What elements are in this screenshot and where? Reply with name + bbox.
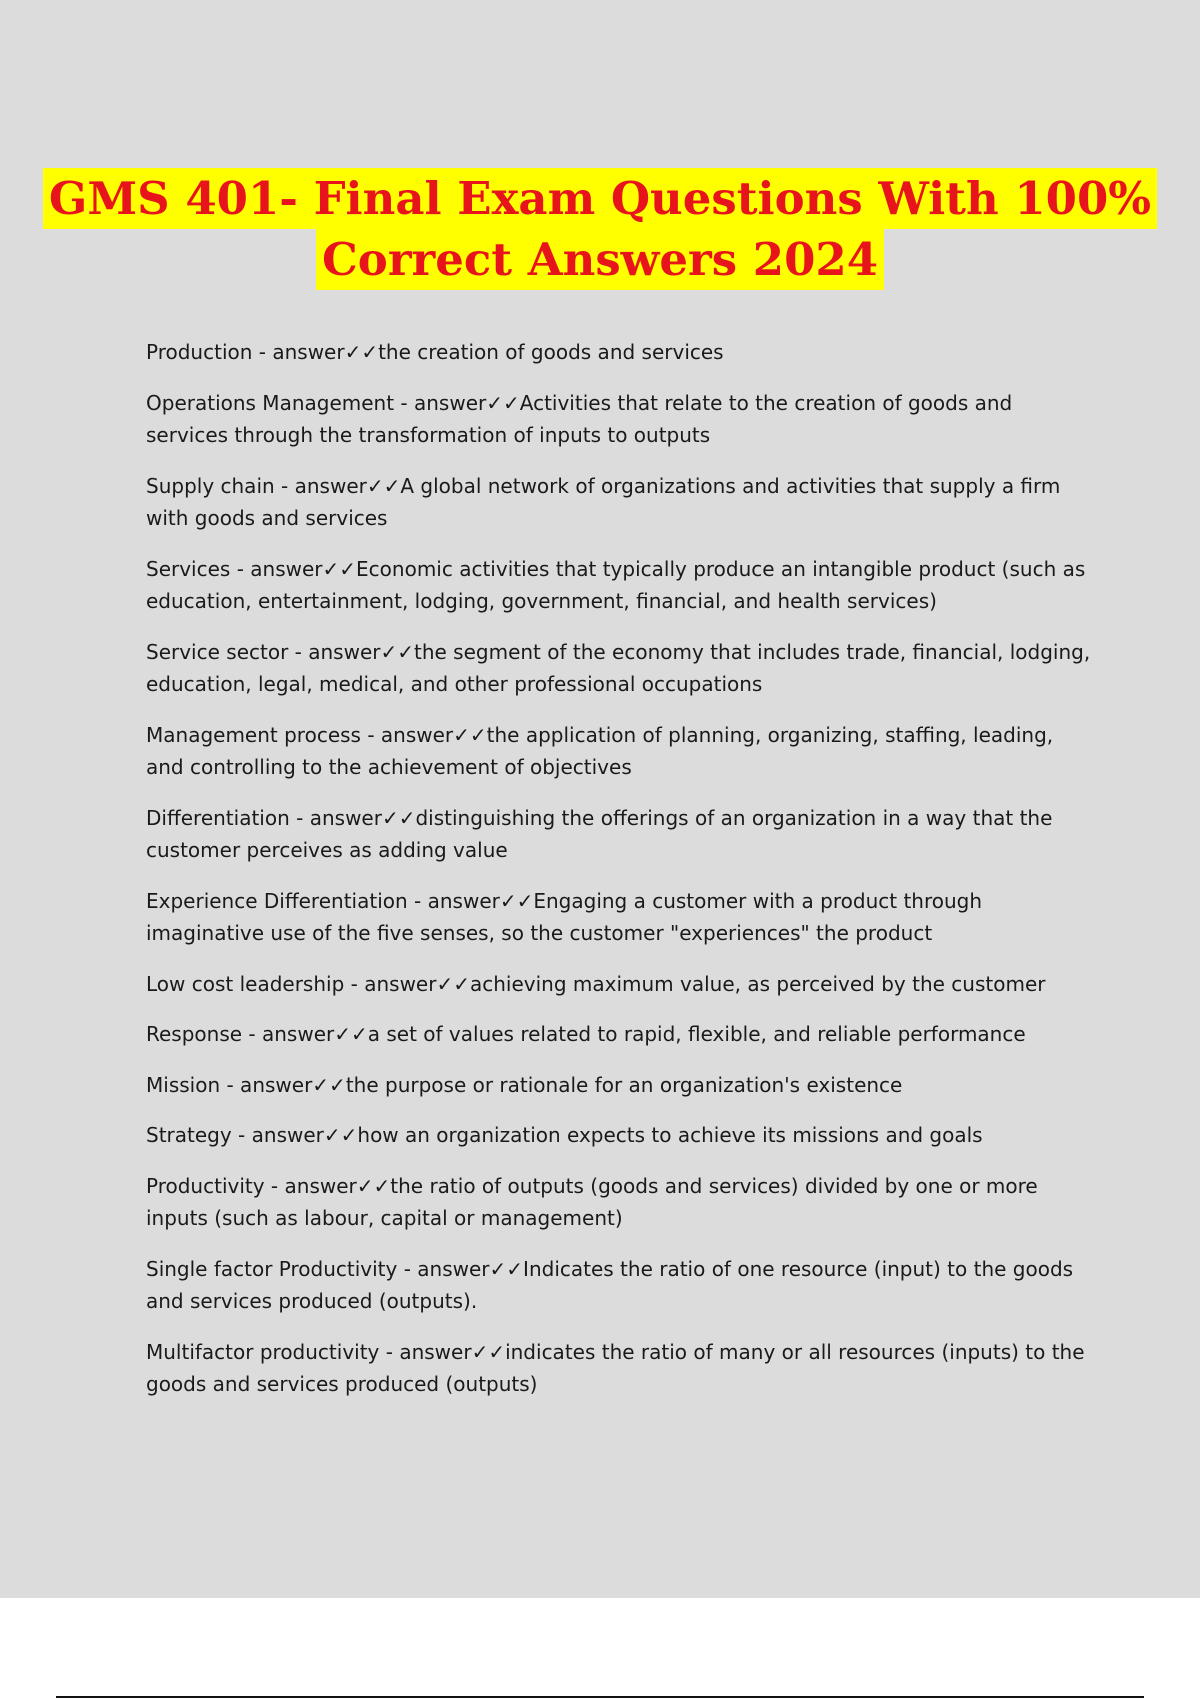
qa-definition: the application of planning, organizing, staffing, leading, and controlling to the achievement of objectives xyxy=(146,722,1054,779)
double-check-icon: ✓✓ xyxy=(499,888,534,913)
qa-separator: - answer xyxy=(274,473,367,498)
qa-separator: - answer xyxy=(264,1173,357,1198)
qa-term: Strategy xyxy=(146,1123,232,1147)
title-line-2: Correct Answers 2024 xyxy=(316,229,884,290)
qa-separator: - answer xyxy=(360,722,454,747)
qa-definition: achieving maximum value, as perceived by the customer xyxy=(469,971,1046,996)
qa-item xyxy=(146,1069,1096,1102)
qa-separator: - answer xyxy=(289,805,382,830)
qa-item xyxy=(146,1018,1096,1051)
qa-separator: - answer xyxy=(344,971,437,996)
qa-definition: the ratio of outputs (goods and services) divided by one or more inputs (such as labour, capital or management) xyxy=(146,1173,1038,1230)
qa-definition: a set of values related to rapid, flexible, and reliable performance xyxy=(367,1022,1026,1046)
qa-list xyxy=(146,336,1096,1419)
qa-item xyxy=(146,636,1096,701)
double-check-icon: ✓✓ xyxy=(486,390,520,415)
qa-definition: the creation of goods and services xyxy=(378,340,724,364)
qa-definition: the purpose or rationale for an organization's existence xyxy=(345,1072,903,1097)
qa-separator: - answer xyxy=(397,1256,490,1281)
qa-separator: - answer xyxy=(379,1339,472,1364)
double-check-icon: ✓✓ xyxy=(366,473,401,498)
qa-term: Multifactor productivity xyxy=(146,1339,380,1364)
qa-separator: - answer xyxy=(230,556,323,581)
qa-item xyxy=(146,885,1096,950)
double-check-icon: ✓✓ xyxy=(489,1256,524,1281)
qa-definition: how an organization expects to achieve its missions and goals xyxy=(357,1123,983,1147)
qa-term: Productivity xyxy=(146,1173,265,1198)
qa-item xyxy=(146,719,1096,784)
double-check-icon: ✓✓ xyxy=(453,722,487,747)
double-check-icon: ✓✓ xyxy=(323,1123,358,1147)
qa-item xyxy=(146,336,1096,369)
qa-item xyxy=(146,470,1096,535)
qa-separator: - answer xyxy=(407,888,500,913)
double-check-icon: ✓✓ xyxy=(312,1072,346,1097)
double-check-icon: ✓✓ xyxy=(334,1022,368,1046)
qa-term: Supply chain xyxy=(146,473,275,498)
qa-term: Single factor Productivity xyxy=(146,1256,398,1281)
double-check-icon: ✓✓ xyxy=(471,1339,506,1364)
document-title xyxy=(0,168,1200,290)
qa-separator: - answer xyxy=(252,340,345,364)
qa-separator: - answer xyxy=(242,1022,335,1046)
qa-term: Service sector xyxy=(146,639,289,664)
qa-item xyxy=(146,387,1096,452)
qa-item xyxy=(146,968,1096,1001)
qa-separator: - answer xyxy=(394,390,487,415)
double-check-icon: ✓✓ xyxy=(344,340,379,364)
qa-item xyxy=(146,1119,1096,1152)
qa-definition: A global network of organizations and activities that supply a firm with goods and services xyxy=(146,473,1061,530)
qa-definition: indicates the ratio of many or all resources (inputs) to the goods and services produced (outputs) xyxy=(146,1339,1085,1396)
qa-term: Operations Management xyxy=(146,390,395,415)
qa-definition: Indicates the ratio of one resource (input) to the goods and services produced (outputs). xyxy=(146,1256,1074,1313)
qa-term: Differentiation xyxy=(146,805,290,830)
footer-divider xyxy=(56,1696,1144,1698)
qa-definition: the segment of the economy that includes trade, financial, lodging, education, legal, medical, and other professional occupations xyxy=(146,639,1091,696)
qa-item xyxy=(146,553,1096,618)
qa-term: Management process xyxy=(146,722,361,747)
qa-term: Low cost leadership xyxy=(146,971,345,996)
title-line-1: GMS 401- Final Exam Questions With 100% xyxy=(43,168,1157,229)
qa-separator: - answer xyxy=(288,639,381,664)
qa-item xyxy=(146,1336,1096,1401)
qa-item xyxy=(146,802,1096,867)
qa-term: Services xyxy=(146,556,231,581)
double-check-icon: ✓✓ xyxy=(380,639,414,664)
qa-definition: Engaging a customer with a product through imaginative use of the five senses, so the customer "experiences" the product xyxy=(146,888,983,945)
double-check-icon: ✓✓ xyxy=(356,1173,391,1198)
qa-term: Experience Differentiation xyxy=(146,888,408,913)
qa-item xyxy=(146,1253,1096,1318)
qa-term: Response xyxy=(146,1022,243,1046)
qa-definition: Activities that relate to the creation of goods and services through the transformation of inputs to outputs xyxy=(146,390,1013,447)
qa-separator: - answer xyxy=(220,1072,313,1097)
qa-separator: - answer xyxy=(231,1123,324,1147)
qa-term: Mission xyxy=(146,1072,221,1097)
double-check-icon: ✓✓ xyxy=(322,556,357,581)
double-check-icon: ✓✓ xyxy=(436,971,470,996)
double-check-icon: ✓✓ xyxy=(381,805,416,830)
qa-definition: distinguishing the offerings of an organization in a way that the customer perceives as adding value xyxy=(146,805,1053,862)
qa-definition: Economic activities that typically produce an intangible product (such as education, entertainment, lodging, government, financial, and health services) xyxy=(146,556,1086,613)
qa-item xyxy=(146,1170,1096,1235)
qa-term: Production xyxy=(146,340,253,364)
